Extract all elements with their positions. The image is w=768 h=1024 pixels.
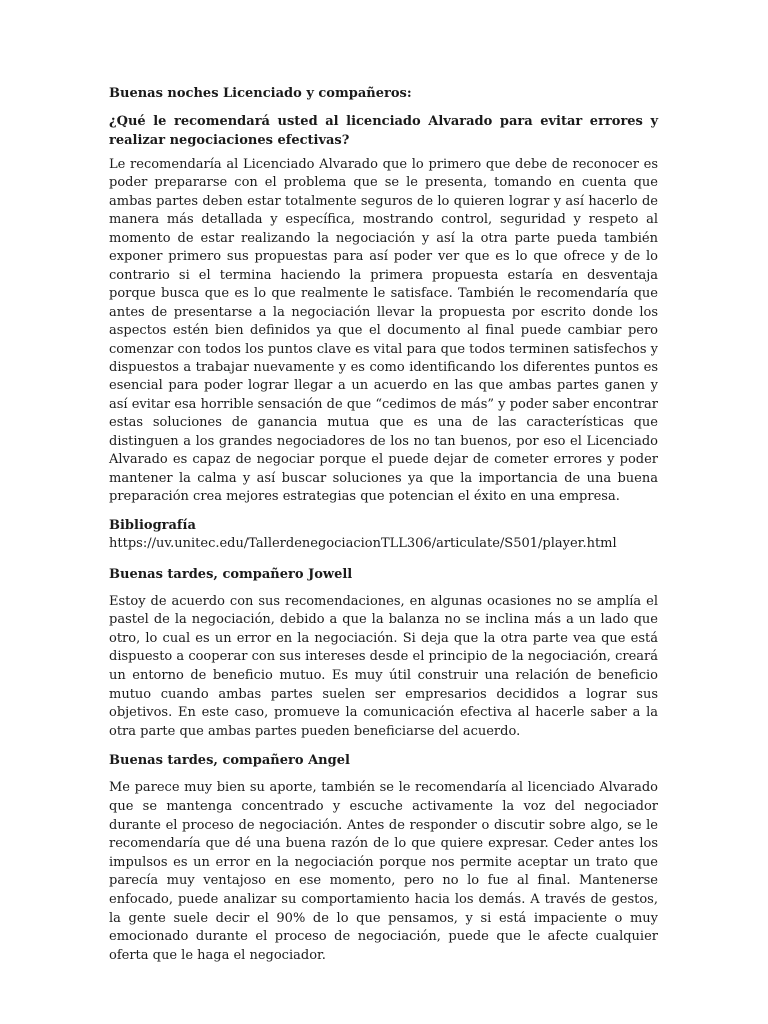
document-page xyxy=(109,84,658,975)
bibliography-title: Bibliografía xyxy=(109,517,196,533)
reply2-paragraph: Me parece muy bien su aporte, también se le recomendaría al licenciado Alvarado que se mantenga concentrado y escuche activamente la voz del negociador durante el proceso de negociación. Antes de responder o discutir sobre algo, se le recomendaría que dé una buena razón de lo que quiere expresar. Ceder antes los impulsos es un error en la negociación porque nos permite aceptar un trato que parecía muy ventajoso en ese momento, pero no lo fue al final. Mantenerse enfocado, puede analizar su comportamiento hacia los demás. A través de gestos, la gente suele decir el 90% de lo que pensamos, y si está impaciente o muy emocionado durante el proceso de negociación, puede que le afecte cualquier oferta que le haga el negociador. xyxy=(109,780,658,963)
bibliography-url: https://uv.unitec.edu/TallerdenegociacionTLL306/articulate/S501/player.html xyxy=(109,535,617,551)
answer-paragraph: Le recomendaría al Licenciado Alvarado que lo primero que debe de reconocer es poder prepararse con el problema que se le presenta, tomando en cuenta que ambas partes deben estar totalmente seguros de lo quieren lograr y así hacerlo de manera más detallada y específica, mostrando control, seguridad y respeto al momento de estar realizando la negociación y así la otra parte pueda también exponer primero sus propuestas para así poder ver que es lo que ofrece y de lo contrario si el termina haciendo la primera propuesta estaría en desventaja porque busca que es lo que realmente le satisface. También le recomendaría que antes de presentarse a la negociación llevar la propuesta por escrito donde los aspectos estén bien definidos ya que el documento al final puede cambiar pero comenzar con todos los puntos clave es vital para que todos terminen satisfechos y dispuestos a trabajar nuevamente y es como identificando los diferentes puntos es esencial para poder lograr llegar a un acuerdo en las que ambas partes ganen y así evitar esa horrible sensación de que “cedimos de más” y poder saber encontrar estas soluciones de ganancia mutua que es una de las características que distinguen a los grandes negociadores de los no tan buenos, por eso el Licenciado Alvarado es capaz de negociar porque el puede dejar de cometer errores y poder mantener la calma y así buscar soluciones ya que la importancia de una buena preparación crea mejores estrategias que potencian el éxito en una empresa. xyxy=(109,157,658,505)
reply1-heading: Buenas tardes, compañero Jowell xyxy=(109,566,353,582)
question-heading: ¿Qué le recomendará usted al licenciado Alvarado para evitar errores y realizar negociaciones efectivas? xyxy=(109,114,658,148)
reply1-paragraph: Estoy de acuerdo con sus recomendaciones, en algunas ocasiones no se amplía el pastel de la negociación, debido a que la balanza no se inclina más a un lado que otro, lo cual es un error en la negociación. Si deja que la otra parte vea que está dispuesto a cooperar con sus intereses desde el principio de la negociación, creará un entorno de beneficio mutuo. Es muy útil construir una relación de beneficio mutuo cuando ambas partes suelen ser empresarios decididos a lograr sus objetivos. En este caso, promueve la comunicación efectiva al hacerle saber a la otra parte que ambas partes pueden beneficiarse del acuerdo. xyxy=(109,593,658,739)
greeting-heading: Buenas noches Licenciado y compañeros: xyxy=(109,86,412,101)
reply2-heading: Buenas tardes, compañero Angel xyxy=(109,753,350,769)
